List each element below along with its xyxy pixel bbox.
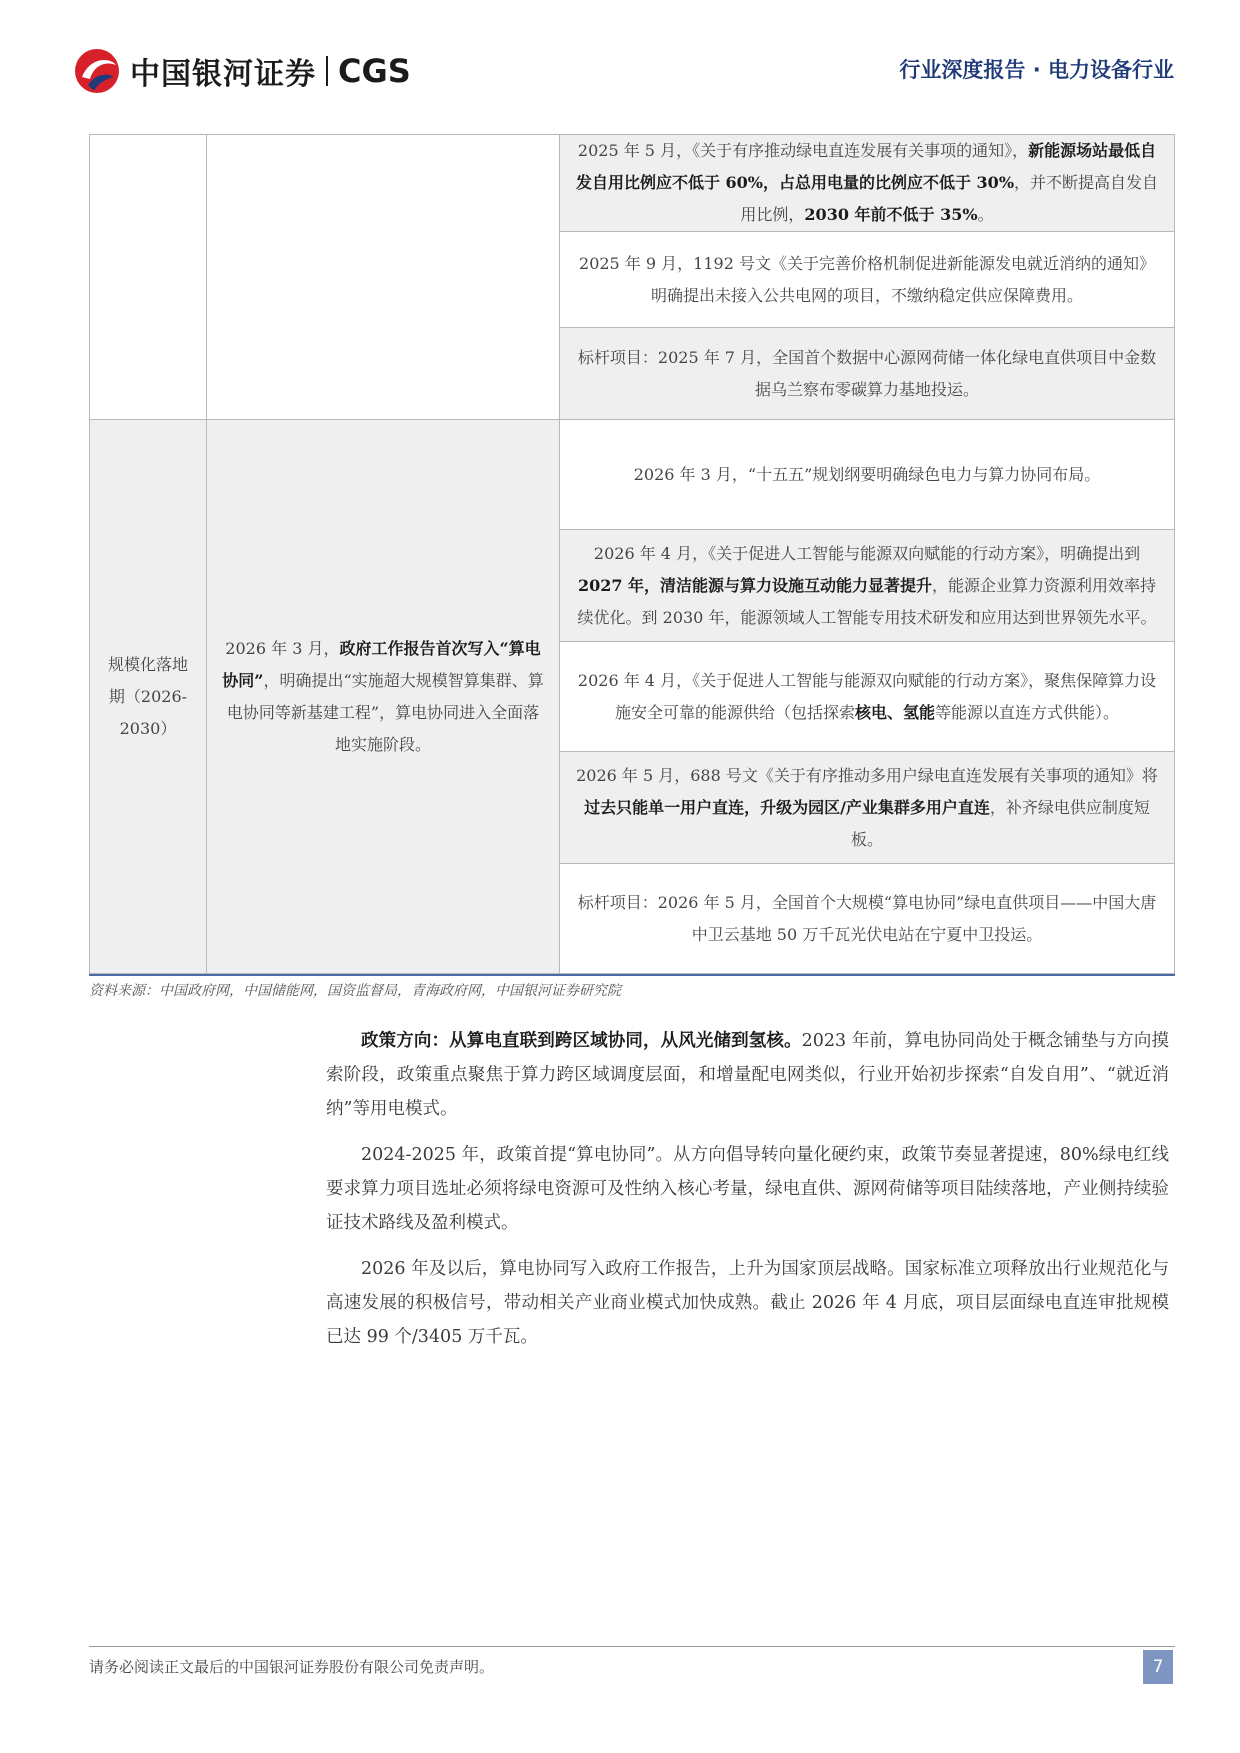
footer-rule	[89, 1646, 1175, 1647]
logo-separator	[326, 56, 328, 86]
policy-item: 标杆项目：2026 年 5 月，全国首个大规模“算电协同”绿电直供项目——中国大唐中卫云基地 50 万千瓦光伏电站在宁夏中卫投运。	[560, 864, 1175, 974]
summary-cell-empty	[207, 135, 560, 420]
report-type: 行业深度报告 · 电力设备行业	[899, 58, 1174, 82]
logo-text: 中国银河证券	[130, 57, 316, 92]
stage-label: 规模化落地期（2026-2030）	[90, 420, 207, 974]
table-bottom-rule	[89, 974, 1175, 976]
company-logo	[72, 46, 411, 96]
policy-item: 2025 年 5 月，《关于有序推动绿电直连发展有关事项的通知》，新能源场站最低自发自用比例应不低于 60%，占总用电量的比例应不低于 30%，并不断提高自发自用比例，2030 年前不低于 35%。	[560, 135, 1175, 232]
paragraph: 政策方向：从算电直联到跨区域协同，从风光储到氢核。2023 年前，算电协同尚处于概念铺垫与方向摸索阶段，政策重点聚焦于算力跨区域调度层面，和增量配电网类似，行业开始初步探索“自发自用”、“就近消纳”等用电模式。	[326, 1031, 1169, 1119]
paragraph: 2024-2025 年，政策首提“算电协同”。从方向倡导转向量化硬约束，政策节奏显著提速，80%绿电红线要求算力项目选址必须将绿电资源可及性纳入核心考量，绿电直供、源网荷储等项目陆续落地，产业侧持续验证技术路线及盈利模式。	[326, 1145, 1169, 1233]
policy-item: 2026 年 4 月，《关于促进人工智能与能源双向赋能的行动方案》，聚焦保障算力设施安全可靠的能源供给（包括探索核电、氢能等能源以直连方式供能）。	[560, 642, 1175, 752]
footer-disclaimer: 请务必阅读正文最后的中国银河证券股份有限公司免责声明。	[89, 1658, 495, 1676]
stage-summary: 2026 年 3 月，政府工作报告首次写入“算电协同”，明确提出“实施超大规模智算集群、算电协同等新基建工程”，算电协同进入全面落地实施阶段。	[207, 420, 560, 974]
table-row	[90, 135, 1175, 232]
table-row	[90, 420, 1175, 530]
policy-table	[89, 134, 1175, 974]
policy-item: 2026 年 3 月，“十五五”规划纲要明确绿色电力与算力协同布局。	[560, 420, 1175, 530]
page-number: 7	[1143, 1650, 1173, 1684]
stage-cell-empty	[90, 135, 207, 420]
policy-item: 2026 年 5 月，688 号文《关于有序推动多用户绿电直连发展有关事项的通知》将过去只能单一用户直连，升级为园区/产业集群多用户直连，补齐绿电供应制度短板。	[560, 752, 1175, 864]
cgs-logo-icon	[72, 47, 122, 95]
policy-item: 标杆项目：2025 年 7 月，全国首个数据中心源网荷储一体化绿电直供项目中金数据乌兰察布零碳算力基地投运。	[560, 328, 1175, 420]
paragraph: 2026 年及以后，算电协同写入政府工作报告，上升为国家顶层战略。国家标准立项释放出行业规范化与高速发展的积极信号，带动相关产业商业模式加快成熟。截止 2026 年 4 月底，项目层面绿电直连审批规模已达 99 个/3405 万千瓦。	[326, 1259, 1169, 1347]
policy-item: 2026 年 4 月，《关于促进人工智能与能源双向赋能的行动方案》，明确提出到2027 年，清洁能源与算力设施互动能力显著提升，能源企业算力资源利用效率持续优化。到 2030 年，能源领域人工智能专用技术研发和应用达到世界领先水平。	[560, 530, 1175, 642]
body-text	[326, 1024, 1169, 1366]
source-note: 资料来源：中国政府网，中国储能网，国资监督局，青海政府网，中国银河证券研究院	[89, 983, 621, 999]
logo-cgs: CGS	[338, 52, 411, 90]
policy-item: 2025 年 9 月，1192 号文《关于完善价格机制促进新能源发电就近消纳的通知》明确提出未接入公共电网的项目，不缴纳稳定供应保障费用。	[560, 232, 1175, 328]
page-header	[0, 0, 1240, 110]
